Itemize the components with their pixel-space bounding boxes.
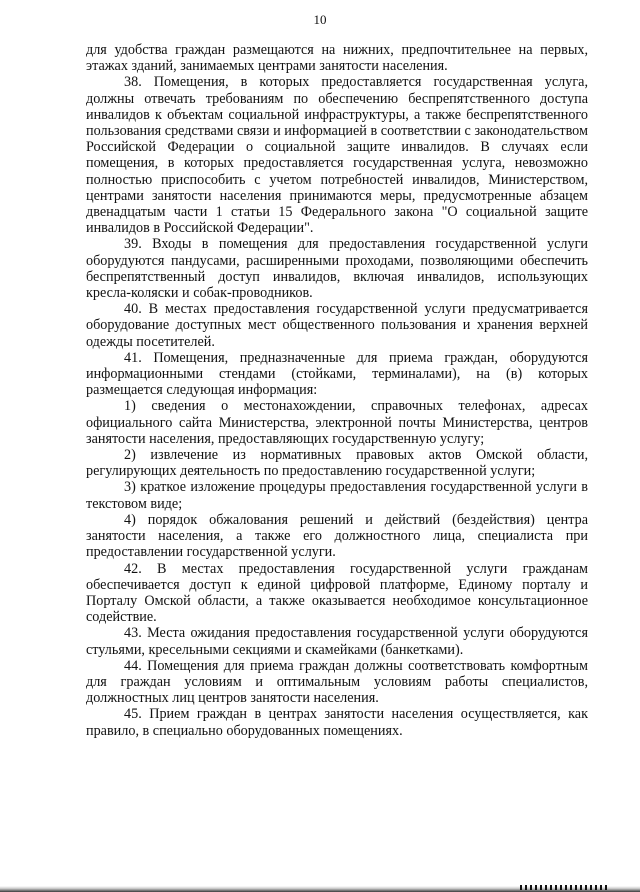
paragraph-44: 44. Помещения для приема граждан должны соответствовать комфортным для граждан условиям и оптимальным условиям работы специалистов, должностных лиц центров занятости населения. bbox=[86, 657, 588, 707]
paragraph-41: 41. Помещения, предназначенные для приема граждан, оборудуются информационными стендами (стойками, терминалами), на (в) которых размещается следующая информация: bbox=[86, 349, 588, 399]
list-item-1: 1) сведения о местонахождении, справочных телефонах, адресах официального сайта Министерства, электронной почты Министерства, центров занятости населения, предоставляющих государственную услугу; bbox=[86, 398, 588, 447]
page-number: 10 bbox=[313, 12, 327, 27]
paragraph-45: 45. Прием граждан в центрах занятости населения осуществляется, как правило, в специально оборудованных помещениях. bbox=[86, 706, 588, 739]
paragraph-39: 39. Входы в помещения для предоставления государственной услуги оборудуются пандусами, расширенными проходами, позволяющими обеспечить беспрепятственный доступ инвалидов, включая инвалидов, использующих кресла-коляски и собак-проводников. bbox=[86, 236, 588, 302]
list-item-4: 4) порядок обжалования решений и действий (бездействия) центра занятости населения, а также его должностного лица, специалиста при предоставлении государственной услуги. bbox=[86, 511, 588, 561]
paragraph-42: 42. В местах предоставления государственной услуги гражданам обеспечивается доступ к единой цифровой платформе, Единому порталу и Порталу Омской области, а также оказывается необходимое консультационное содействие. bbox=[86, 560, 588, 626]
paragraph-38: 38. Помещения, в которых предоставляется государственная услуга, должны отвечать требованиям по обеспечению беспрепятственного доступа инвалидов к объектам социальной инфраструктуры, а также беспрепятственного пользования средствами связи и информацией в соответствии с законодательством Российской Федерации о социальной защите инвалидов. В случаях если помещения, в которых предоставляется государственная услуга, невозможно полностью приспособить с учетом потребностей инвалидов, Министерством, центрами занятости населения принимаются меры, предусмотренные абзацем двенадцатым части 1 статьи 15 Федерального закона "О социальной защите инвалидов в Российской Федерации". bbox=[86, 74, 588, 237]
list-item-3: 3) краткое изложение процедуры предоставления государственной услуги в текстовом виде; bbox=[86, 479, 588, 512]
list-item-2: 2) извлечение из нормативных правовых актов Омской области, регулирующих деятельность по предоставлению государственной услуги; bbox=[86, 447, 588, 480]
document-body bbox=[86, 42, 588, 739]
paragraph-continuation: для удобства граждан размещаются на нижних, предпочтительнее на первых, этажах зданий, занимаемых центрами занятости населения. bbox=[86, 42, 588, 75]
paragraph-40: 40. В местах предоставления государственной услуги предусматривается оборудование доступных мест общественного пользования и хранения верхней одежды посетителей. bbox=[86, 301, 588, 350]
paragraph-43: 43. Места ожидания предоставления государственной услуги оборудуются стульями, кресельными секциями и скамейками (банкетками). bbox=[86, 625, 588, 658]
scan-bottom-specks bbox=[520, 885, 610, 890]
